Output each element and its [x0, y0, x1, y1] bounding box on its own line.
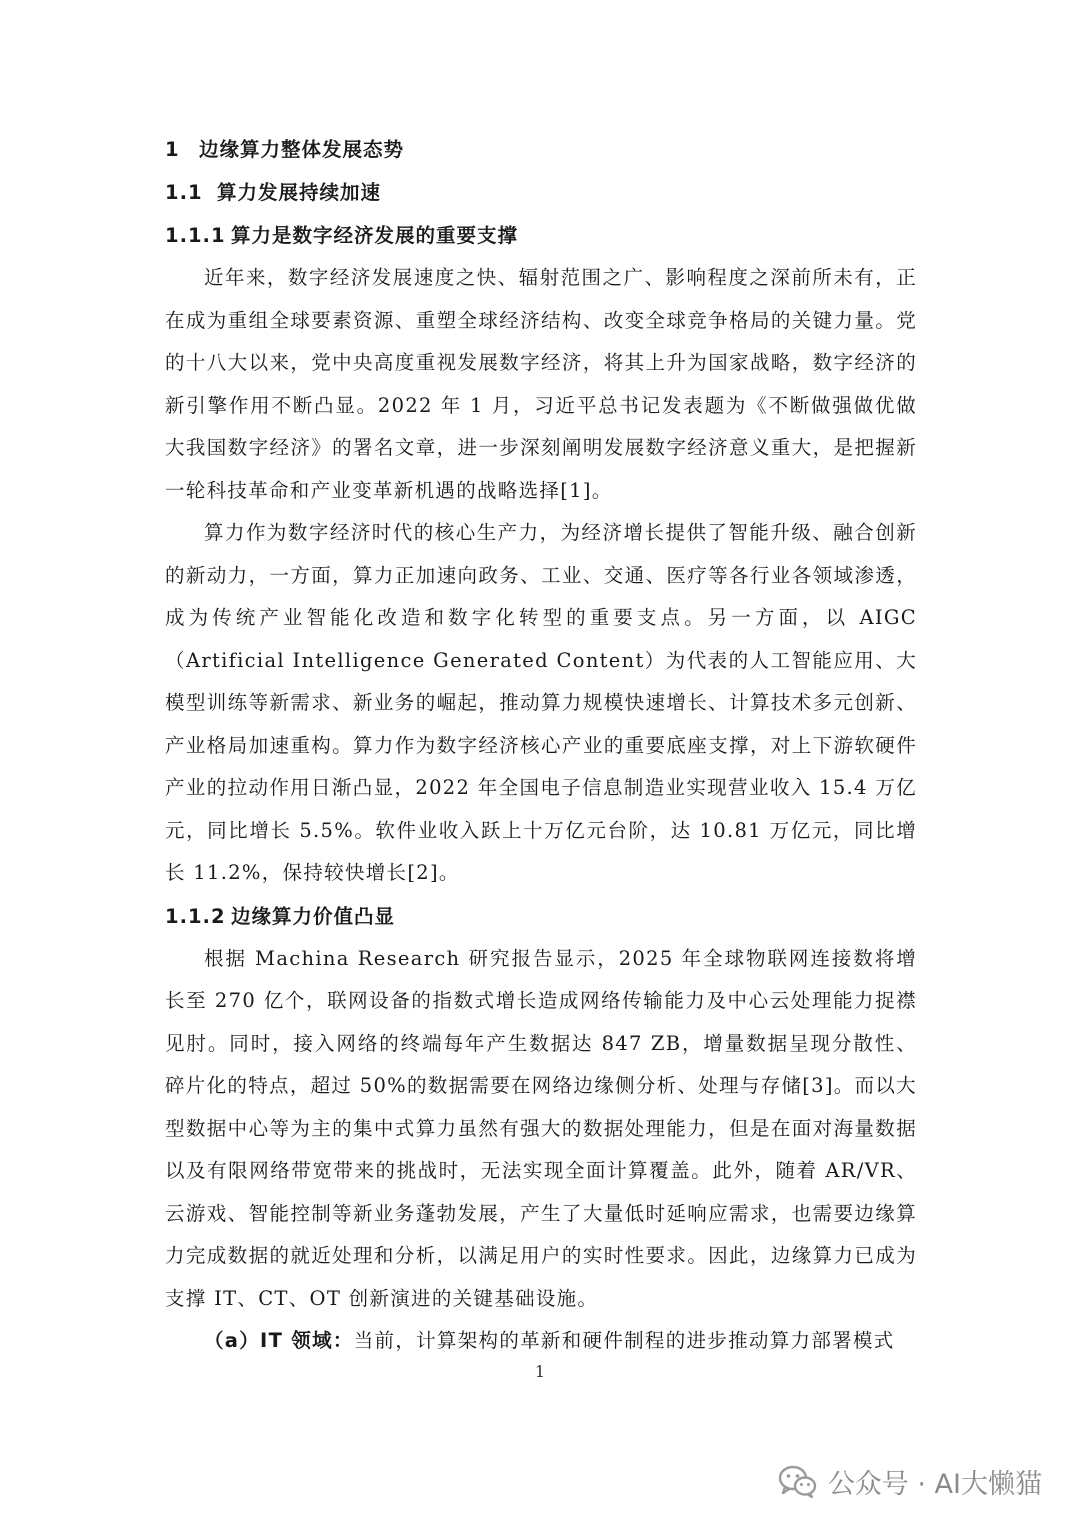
paragraph-computing-power: 算力作为数字经济时代的核心生产力，为经济增长提供了智能升级、融合创新的新动力，一方面，算力正加速向政务、工业、交通、医疗等各行业各领域渗透，成为传统产业智能化改造和数字化转型的重要支点。另一方面，以 AIGC（Artificial Intelligence Generated Content）为代表的人工智能应用、大模型训练等新需求、新业务的崛起，推动算力规模快速增长、计算技术多元创新、产业格局加速重构。算力作为数字经济核心产业的重要底座支撑，对上下游软硬件产业的拉动作用日渐凸显，2022 年全国电子信息制造业实现营业收入 15.4 万亿元，同比增长 5.5%。软件业收入跃上十万亿元台阶，达 10.81 万亿元，同比增长 11.2%，保持较快增长[2]。: [165, 521, 917, 884]
it-domain-text: 当前，计算架构的革新和硬件制程的进步推动算力部署模式: [353, 1329, 895, 1352]
heading-title: 边缘算力价值凸显: [231, 904, 396, 928]
heading-number: 1.1: [165, 181, 203, 204]
paragraph-digital-economy: 近年来，数字经济发展速度之快、辐射范围之广、影响程度之深前所未有，正在成为重组全球要素资源、重塑全球经济结构、改变全球竞争格局的关键力量。党的十八大以来，党中央高度重视发展数字经济，将其上升为国家战略，数字经济的新引擎作用不断凸显。2022 年 1 月，习近平总书记发表题为《不断做强做优做大我国数字经济》的署名文章，进一步深刻阐明发展数字经济意义重大，是把握新一轮科技革命和产业变革新机遇的战略选择[1]。: [165, 266, 917, 502]
it-domain-label: （a）IT 领域：: [204, 1329, 354, 1352]
section-heading-1: [165, 128, 917, 171]
page-number: 1: [534, 1362, 546, 1381]
section-heading-1-1-1: [165, 214, 917, 257]
watermark: [778, 1462, 1042, 1501]
heading-title: 算力是数字经济发展的重要支撑: [231, 224, 519, 247]
heading-number: 1.1.2: [165, 904, 226, 928]
section-heading-1-1-2: [165, 895, 917, 938]
wechat-icon: [778, 1465, 818, 1499]
watermark-text: 公众号 · AI大懒猫: [827, 1469, 1042, 1500]
heading-number: 1: [165, 138, 180, 161]
paragraph-edge-value: 根据 Machina Research 研究报告显示，2025 年全球物联网连接数将增长至 270 亿个，联网设备的指数式增长造成网络传输能力及中心云处理能力捉襟见肘。同时，接入网络的终端每年产生数据达 847 ZB，增量数据呈现分散性、碎片化的特点，超过 50%的数据需要在网络边缘侧分析、处理与存储[3]。而以大型数据中心等为主的集中式算力虽然有强大的数据处理能力，但是在面对海量数据以及有限网络带宽带来的挑战时，无法实现全面计算覆盖。此外，随着 AR/VR、云游戏、智能控制等新业务蓬勃发展，产生了大量低时延响应需求，也需要边缘算力完成数据的就近处理和分析，以满足用户的实时性要求。因此，边缘算力已成为支撑 IT、CT、OT 创新演进的关键基础设施。: [165, 946, 917, 1310]
heading-title: 算力发展持续加速: [217, 181, 382, 204]
section-heading-1-1: [165, 171, 917, 214]
heading-title: 边缘算力整体发展态势: [199, 138, 405, 161]
document-page: [165, 128, 917, 1363]
heading-number: 1.1.1: [165, 224, 226, 247]
paragraph-it-domain: [165, 1320, 917, 1363]
